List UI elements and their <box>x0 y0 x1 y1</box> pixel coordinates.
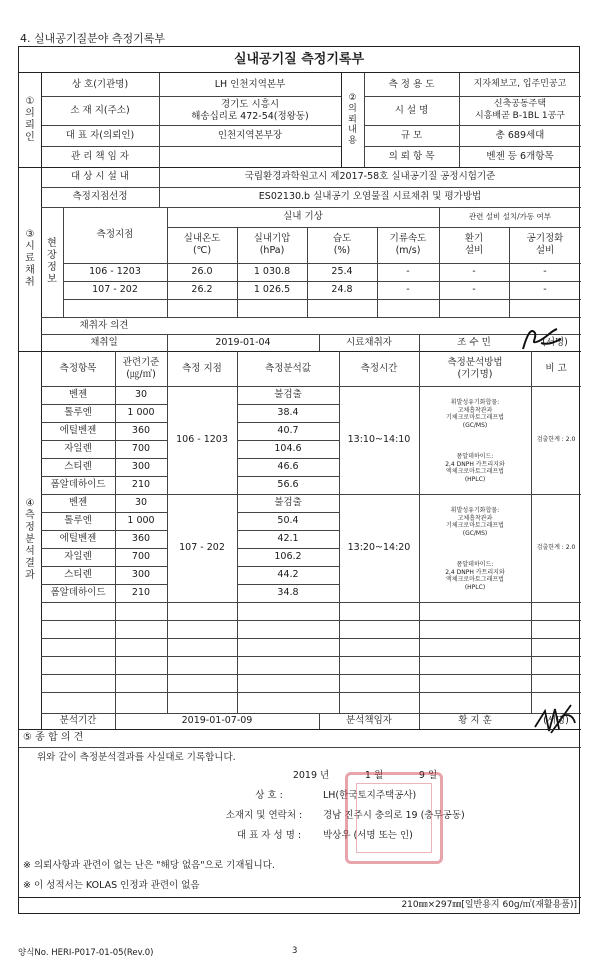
analyst-label: 분석책임자 <box>346 715 392 727</box>
field-row-pressure: 1 030.8 <box>253 266 291 278</box>
analysis-standard: 1 000 <box>127 515 155 527</box>
field-row-purifier: - <box>543 284 547 296</box>
sampling-date-label: 채취일 <box>90 336 118 348</box>
analysis-value: 38.4 <box>277 407 299 419</box>
collector-sign-label: (서명) <box>542 336 568 348</box>
analysis-item: 에틸벤젠 <box>59 425 97 437</box>
standard-header: 관련기준 (㎍/㎥) <box>122 356 160 380</box>
field-row-vent: - <box>472 266 476 278</box>
collector-signature <box>517 323 565 353</box>
field-row-humidity: 24.8 <box>331 284 353 296</box>
analysis-value: 불검출 <box>274 497 302 509</box>
field-row-temp: 26.2 <box>191 284 213 296</box>
requester-section-label: ① 의 뢰 인 <box>25 96 35 143</box>
analysis-value: 44.2 <box>277 569 299 581</box>
target-value: 국립환경과학원고시 제2017-58호 실내공기질 공정시험기준 <box>244 171 496 183</box>
method-header: 측정분석방법 (기기명) <box>447 356 503 380</box>
manager-label: 관 리 책 임 자 <box>71 150 129 162</box>
analysis-standard: 30 <box>134 389 148 401</box>
address-contact-label: 소재지 및 연락처 : <box>225 810 303 822</box>
note-unrelated: ※ 의뢰사항과 관련이 없는 난은 "해당 없음"으로 기재됩니다. <box>23 860 275 872</box>
item-header: 측정항목 <box>59 362 97 374</box>
opinion-label: 채취자 의견 <box>79 319 129 331</box>
field-row-wind: - <box>406 284 410 296</box>
analysis-value: 106.2 <box>274 551 302 563</box>
name-value: LH 인천지역본부 <box>214 78 286 90</box>
field-row-point: 107 - 202 <box>92 284 138 296</box>
analysis-standard: 1 000 <box>127 407 155 419</box>
scale-value: 총 689세대 <box>495 129 545 141</box>
collector-name: 조 수 민 <box>457 336 491 348</box>
analysis-item: 스티렌 <box>64 569 92 581</box>
purifier-header: 공기정화 설비 <box>526 233 564 256</box>
address-contact-value: 경남 진주시 충의로 19 (충무공동) <box>323 810 465 822</box>
address-value: 경기도 시흥시 해송십리로 472-54(정왕동) <box>191 98 309 122</box>
analysis-standard: 300 <box>131 461 151 473</box>
rep-label: 대 표 자(의뢰인) <box>65 129 135 141</box>
scale-label: 규 모 <box>400 129 423 141</box>
collector-label: 시료채취자 <box>346 336 392 348</box>
page-number: 3 <box>292 946 298 956</box>
analysis-item: 스티렌 <box>64 461 92 473</box>
sampling-date-value: 2019-01-04 <box>215 336 271 348</box>
analysis-item: 톨루엔 <box>64 515 92 527</box>
analysis-method-voc: 휘발성유기화합물: 고체흡착관과 기체크로마토그래프법 (GC/MS) <box>446 507 504 537</box>
analysis-standard: 300 <box>131 569 151 581</box>
field-row-purifier: - <box>543 266 547 278</box>
analysis-item: 벤젠 <box>68 389 88 401</box>
analysis-value: 불검출 <box>274 389 302 401</box>
analysis-standard: 210 <box>131 587 151 599</box>
field-row-temp: 26.0 <box>191 266 213 278</box>
point-header: 측정지점 <box>96 229 134 241</box>
analysis-standard: 360 <box>131 425 151 437</box>
items-value: 벤젠 등 6개항목 <box>486 150 554 162</box>
point-select-label: 측정지점선정 <box>72 191 128 203</box>
analysis-value: 104.6 <box>274 443 302 455</box>
facility-value: 신축공동주택 시흥배곧 B-1BL 1공구 <box>475 99 565 121</box>
analysis-value: 46.6 <box>277 461 299 473</box>
analyst-name: 황 지 훈 <box>458 715 492 727</box>
analysis-item: 벤젠 <box>68 497 88 509</box>
period-value: 2019-01-07-09 <box>181 715 253 727</box>
summary-section-label: ⑤ 종 합 의 견 <box>23 731 84 743</box>
analysis-standard: 210 <box>131 479 151 491</box>
field-row-humidity: 25.4 <box>331 266 353 278</box>
field-info-label: 현 장 정 보 <box>47 238 57 285</box>
analysis-remark: 검출한계 : 2.0 <box>536 436 576 444</box>
sampling-section-label: ③ 시 료 채 취 <box>25 229 35 288</box>
analysis-method-formaldehyde: 폼알데하이드: 2,4 DNPH 카트리지와 액체크로마토그래프법 (HPLC) <box>445 561 505 591</box>
wind-header: 기류속도 (m/s) <box>389 233 427 256</box>
field-row-vent: - <box>472 284 476 296</box>
period-label: 분석기간 <box>59 715 97 727</box>
analysis-value: 56.6 <box>277 479 299 491</box>
value-header: 측정분석값 <box>265 362 311 374</box>
time-header: 측정시간 <box>360 362 398 374</box>
form-number: 양식No. HERI-P017-01-05(Rev.0) <box>18 948 154 958</box>
analysis-remark: 검출한계 : 2.0 <box>536 544 576 552</box>
analysis-section-label: ④ 측 정 분 석 결 과 <box>25 498 35 581</box>
facility-label: 시 설 명 <box>394 104 429 116</box>
analysis-value: 40.7 <box>277 425 299 437</box>
vent-header: 환기 설비 <box>464 233 484 256</box>
ceo-label: 대 표 자 성 명 : <box>236 830 302 842</box>
purpose-label: 측 정 용 도 <box>388 78 435 90</box>
humidity-header: 습도 (%) <box>332 233 352 256</box>
field-row-pressure: 1 026.5 <box>253 284 291 296</box>
weather-header: 실내 기상 <box>283 211 323 223</box>
field-row-point: 106 - 1203 <box>89 266 141 278</box>
analysis-item: 톨루엔 <box>64 407 92 419</box>
org-label: 상 호 : <box>255 790 283 802</box>
manager-value <box>159 146 341 167</box>
remark-header: 비 고 <box>545 362 567 374</box>
analysis-item: 자일렌 <box>64 443 92 455</box>
analysis-item: 폼알데하이드 <box>50 479 106 491</box>
purpose-value: 지자체보고, 입주민공고 <box>473 78 567 89</box>
note-kolas: ※ 이 성적서는 KOLAS 인정과 관련이 없음 <box>23 880 200 892</box>
analysis-standard: 360 <box>131 533 151 545</box>
ceo-value: 박상우 (서명 또는 인) <box>323 830 413 842</box>
field-row-wind: - <box>406 266 410 278</box>
analysis-value: 42.1 <box>277 533 299 545</box>
analysis-item: 자일렌 <box>64 551 92 563</box>
summary-month: 1 월 <box>364 770 384 782</box>
rep-value: 인천지역본부장 <box>217 129 283 141</box>
org-value: LH(한국토지주택공사) <box>323 790 417 802</box>
analysis-standard: 700 <box>131 443 151 455</box>
analysis-group-point: 107 - 202 <box>179 542 225 554</box>
address-label: 소 재 지(주소) <box>70 104 130 116</box>
name-label: 상 호(기관명) <box>71 78 129 90</box>
analysis-standard: 700 <box>131 551 151 563</box>
paper-spec: 210㎜×297㎜[일반용지 60g/㎡(재활용품)] <box>401 900 577 911</box>
section-heading: 4. 실내공기질분야 측정기록부 <box>20 32 165 45</box>
pressure-header: 실내기압 (hPa) <box>253 233 291 256</box>
analysis-value: 34.8 <box>277 587 299 599</box>
analysis-group-point: 106 - 1203 <box>176 434 228 446</box>
analysis-method-formaldehyde: 폼알데하이드: 2,4 DNPH 카트리지와 액체크로마토그래프법 (HPLC) <box>445 453 505 483</box>
point-select-value: ES02130.b 실내공기 오염물질 시료채취 및 평가방법 <box>258 191 482 203</box>
items-label: 의 뢰 항 목 <box>388 150 435 162</box>
equipment-header: 관련 설비 설치/가동 여부 <box>468 212 552 222</box>
analysis-group-time: 13:20~14:20 <box>347 542 411 554</box>
temp-header: 실내온도 (℃) <box>183 233 221 256</box>
request-section-label: ② 의 뢰 내 용 <box>348 93 357 147</box>
form-title: 실내공기질 측정기록부 <box>19 47 579 73</box>
record-form <box>18 46 580 914</box>
analysis-item: 폼알데하이드 <box>50 587 106 599</box>
analyst-sign-label: (서명) <box>543 715 569 727</box>
target-label: 대 상 시 설 내 <box>71 171 129 183</box>
analysis-group-time: 13:10~14:10 <box>347 434 411 446</box>
analysis-standard: 30 <box>134 497 148 509</box>
analysis-method-voc: 휘발성유기화합물: 고체흡착관과 기체크로마토그래프법 (GC/MS) <box>446 399 504 429</box>
summary-year: 2019 년 <box>292 770 330 782</box>
analysis-value: 50.4 <box>277 515 299 527</box>
summary-day: 9 일 <box>418 770 438 782</box>
summary-statement: 위와 같이 측정분석결과를 사실대로 기록합니다. <box>37 752 236 764</box>
official-seal-icon <box>345 772 443 864</box>
analysis-point-header: 측정 지점 <box>182 362 222 374</box>
analysis-item: 에틸벤젠 <box>59 533 97 545</box>
